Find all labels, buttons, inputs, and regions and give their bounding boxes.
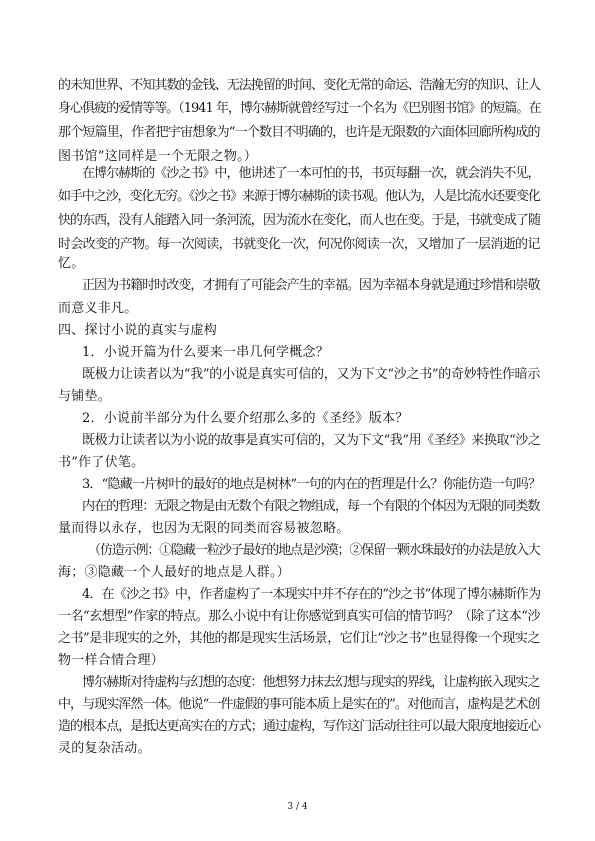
text-line: 灵的复杂活动。 bbox=[58, 741, 151, 756]
text-line: 而意义非凡。 bbox=[58, 301, 138, 316]
question-1: 1．小说开篇为什么要来一串几何学概念？ bbox=[82, 345, 330, 360]
text-line: 物一样合情合理） bbox=[58, 653, 165, 668]
text-line: 一名“玄想型”作家的特点。那么小说中有让你感觉到真实可信的情节吗？（除了这本“沙 bbox=[58, 609, 540, 624]
question-2: 2．小说前半部分为什么要介绍那么多的《圣经》版本？ bbox=[82, 411, 409, 426]
text-line: 如手中之沙，变化无穷。《沙之书》来源于博尔赫斯的读书观。他认为，人是比流水还要变化 bbox=[58, 189, 540, 204]
text-line: 的未知世界、不知其数的金钱、无法挽留的时间、变化无常的命运、浩瀚无穷的知识、让人 bbox=[58, 78, 541, 93]
text-line: 与铺垫。 bbox=[58, 389, 112, 404]
text-line: 那个短篇里，作者把宇宙想象为“一个数目不明确的，也许是无限数的六面体回廊所构成的 bbox=[58, 125, 540, 140]
text-line: 时会改变的产物。每一次阅读，书就变化一次，何况你阅读一次，又增加了一层消逝的记 bbox=[58, 237, 540, 252]
text-line: 既极力让读者以为小说的故事是真实可信的，又为下文“我”用《圣经》来换取“沙之 bbox=[82, 433, 541, 448]
text-line: 博尔赫斯对待虚构与幻想的态度：他想努力抹去幻想与现实的界线，让虚构嵌入现实之 bbox=[82, 675, 540, 690]
text-line: 造的根本点，是抵达更高实在的方式；通过虚构，写作这门活动往往可以最大限度地接近心 bbox=[58, 719, 541, 734]
question-4: 4．在《沙之书》中，作者虚构了一本现实中并不存在的“沙之书”体现了博尔赫斯作为 bbox=[82, 587, 541, 602]
text-line: 忆。 bbox=[58, 256, 85, 271]
section-heading: 四、探讨小说的真实与虚构 bbox=[58, 323, 218, 338]
question-3: 3．“隐藏一片树叶的最好的地点是树林”一句的内在的哲理是什么？你能仿造一句吗？ bbox=[82, 477, 541, 492]
text-line: 身心俱疲的爱情等等。（1941 年，博尔赫斯就曾经写过一个名为《巴别图书馆》的短篇。在 bbox=[58, 101, 541, 116]
text-line: 快的东西，没有人能踏入同一条河流，因为流水在变化，而人也在变。于是，书就变成了随 bbox=[58, 213, 541, 228]
text-line: 海；③隐藏一个人最好的地点是人群。） bbox=[58, 565, 291, 580]
text-line: 正因为书籍时时改变，才拥有了可能会产生的幸福。因为幸福本身就是通过珍惜和崇敬 bbox=[82, 278, 540, 293]
text-line: 内在的哲理：无限之物是由无数个有限之物组成，每一个有限的个体因为无限的同类数 bbox=[82, 499, 540, 514]
text-line: 图书馆”这同样是一个无限之物。） bbox=[58, 149, 258, 164]
text-line: 书”作了伏笔。 bbox=[58, 455, 145, 470]
text-line: 之书”是非现实的之外，其他的都是现实生活场景，它们让“沙之书”也显得像一个现实之 bbox=[58, 631, 540, 646]
text-line: 量而得以永存，也因为无限的同类而容易被忽略。 bbox=[58, 521, 350, 536]
text-line: 既极力让读者以为“我”的小说是真实可信的，又为下文“沙之书”的奇妙特性作暗示 bbox=[82, 367, 541, 382]
text-line: 中，与现实浑然一体。他说“一件虚假的事可能本质上是实在的”。对他而言，虚构是艺术创 bbox=[58, 697, 540, 712]
text-line: 在博尔赫斯的《沙之书》中，他讲述了一本可怕的书，书页每翻一次，就会消失不见， bbox=[82, 166, 540, 181]
page-number: 3 / 4 bbox=[287, 802, 308, 812]
text-line: （仿造示例：①隐藏一粒沙子最好的地点是沙漠；②保留一颗水珠最好的办法是放入大 bbox=[88, 543, 540, 558]
